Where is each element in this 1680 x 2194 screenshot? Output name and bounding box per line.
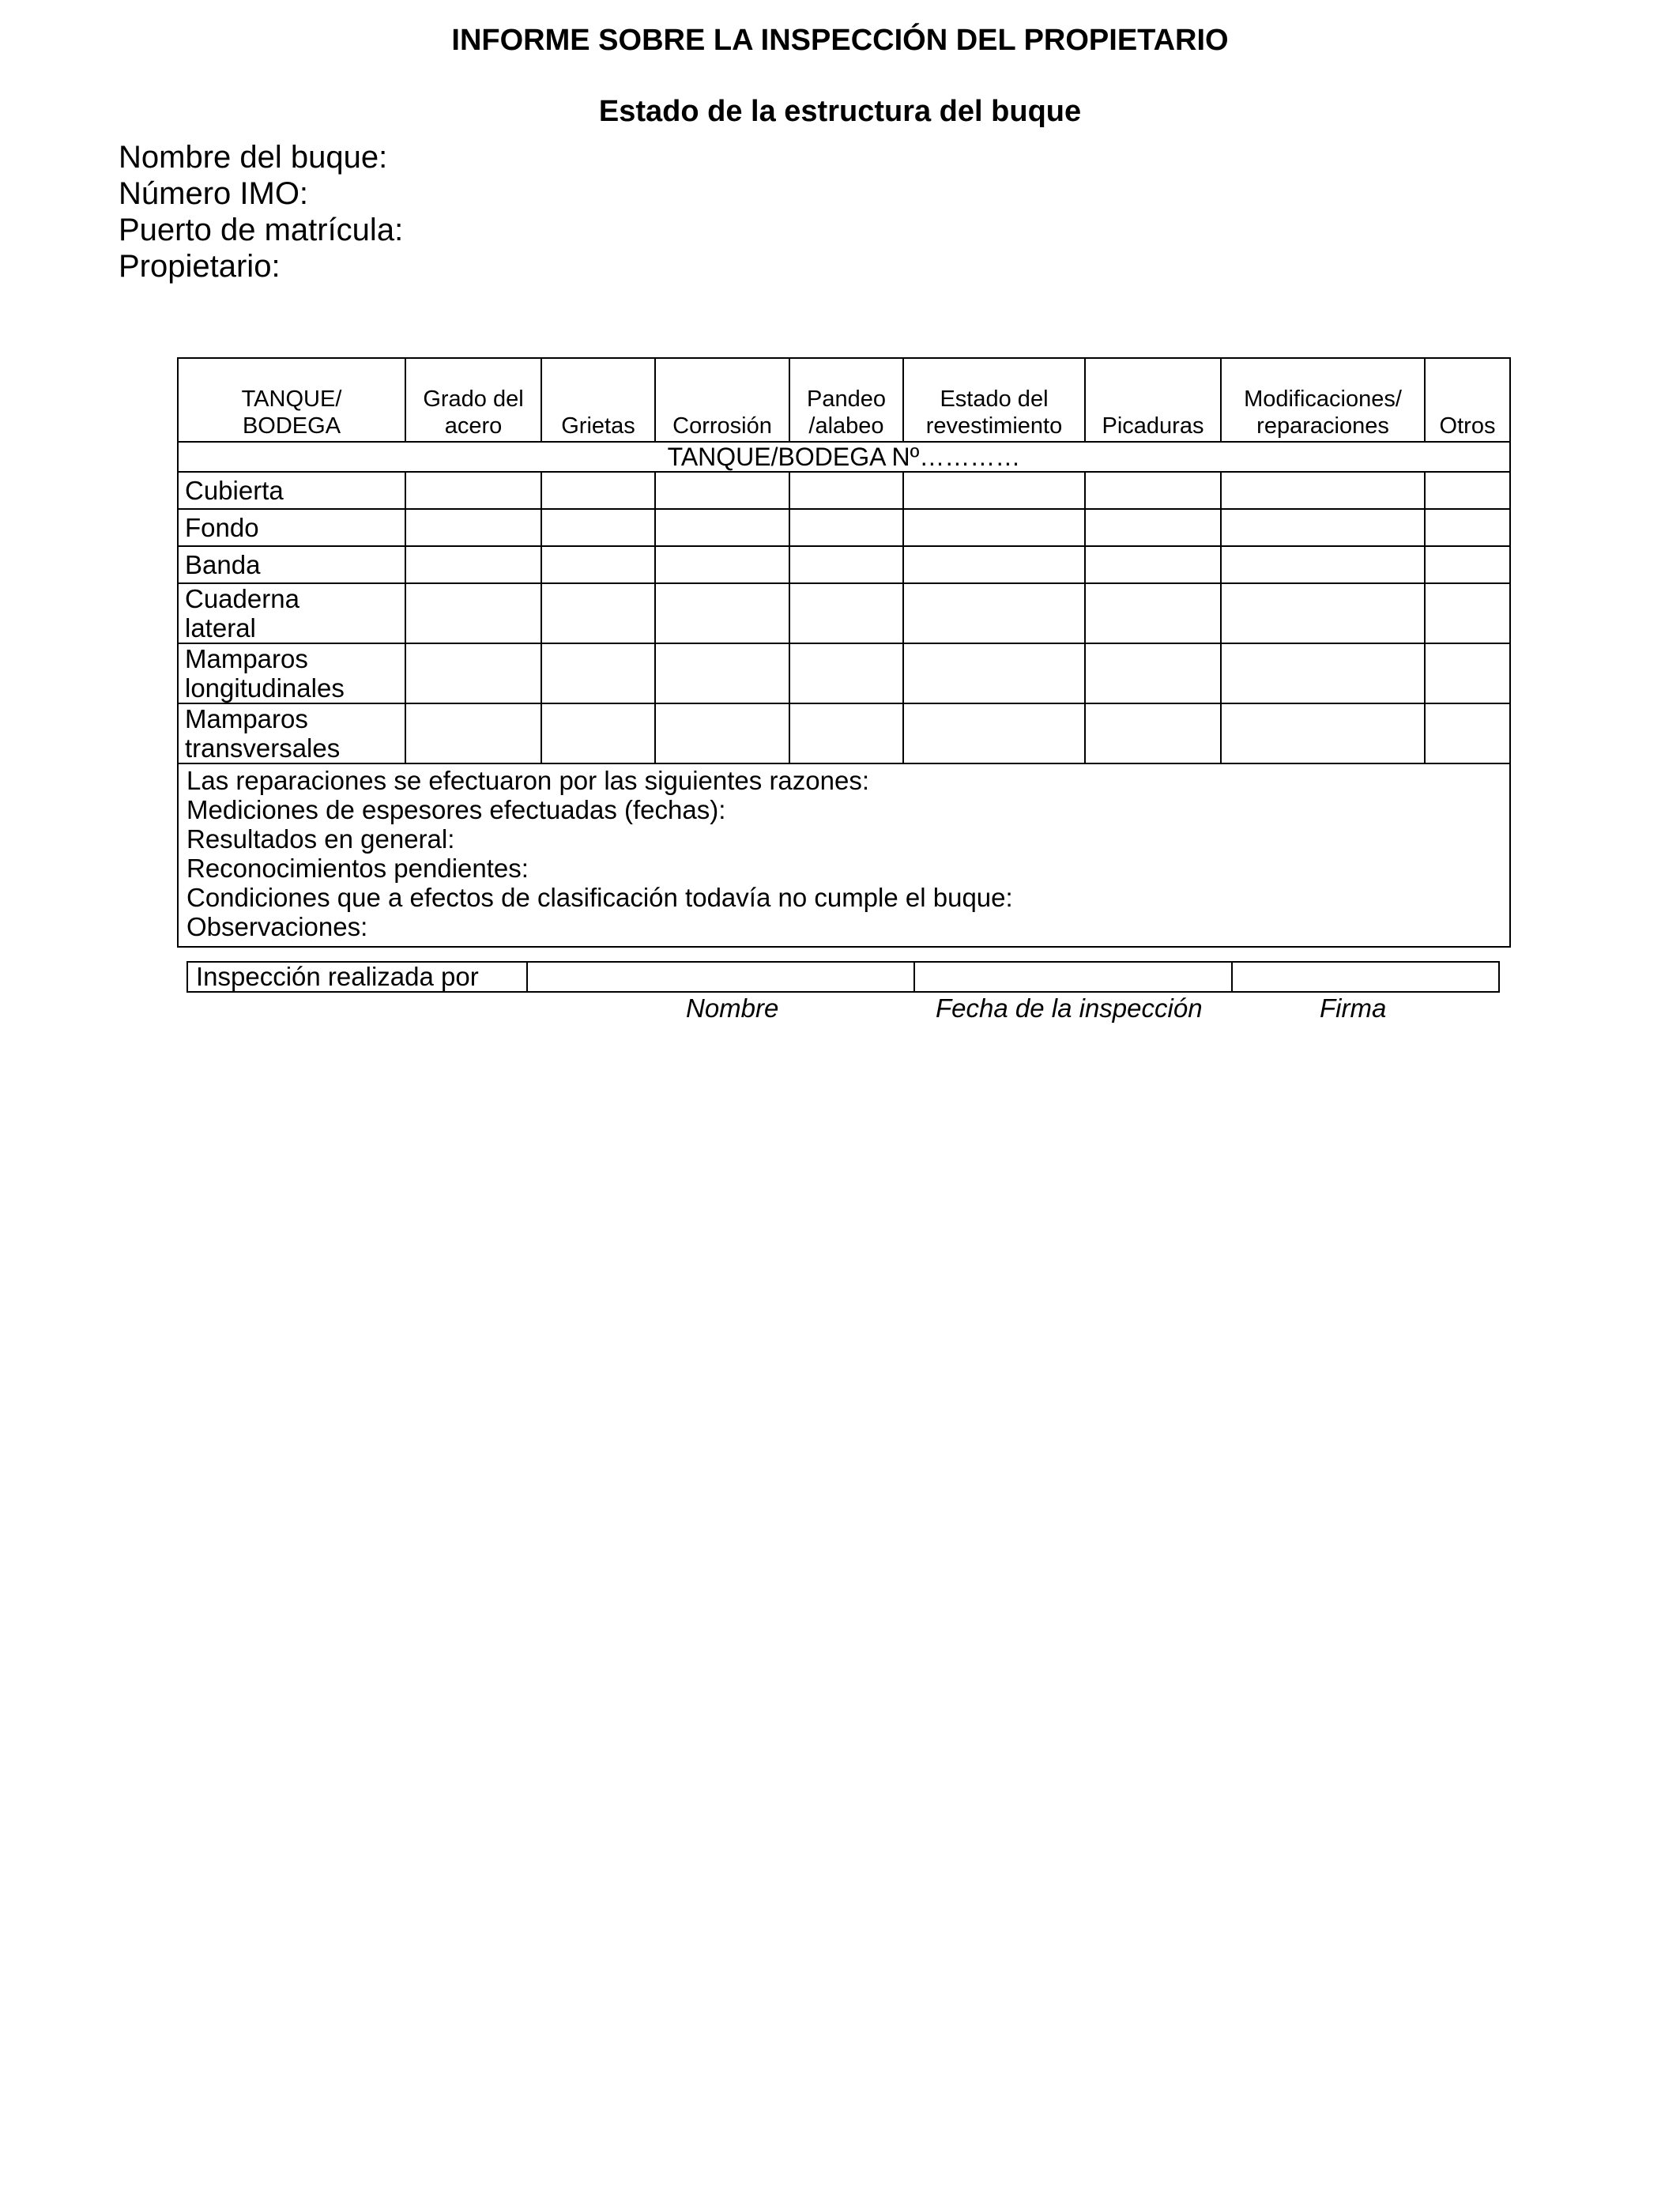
tank-number-row — [178, 442, 1510, 472]
table-cell[interactable] — [1425, 703, 1510, 763]
table-cell[interactable] — [655, 546, 789, 583]
tank-number-label: TANQUE/BODEGA Nº………… — [178, 442, 1510, 472]
table-cell[interactable] — [405, 546, 541, 583]
signature-row — [187, 962, 1499, 992]
table-cell[interactable] — [903, 546, 1085, 583]
table-cell[interactable] — [405, 509, 541, 546]
table-row — [178, 643, 1510, 703]
row-label: Mamparos transversales — [178, 703, 405, 763]
table-cell[interactable] — [903, 509, 1085, 546]
row-label: Mamparos longitudinales — [178, 643, 405, 703]
signature-field[interactable] — [1232, 962, 1499, 992]
table-cell[interactable] — [789, 643, 903, 703]
header-steel-grade: Grado del acero — [405, 358, 541, 442]
header-tank-hold: TANQUE/ BODEGA — [178, 358, 405, 442]
table-cell[interactable] — [541, 583, 655, 643]
table-cell[interactable] — [405, 583, 541, 643]
table-cell[interactable] — [405, 643, 541, 703]
table-row — [178, 509, 1510, 546]
table-cell[interactable] — [903, 472, 1085, 509]
ship-name-label: Nombre del buque: — [119, 140, 388, 175]
table-cell[interactable] — [1221, 583, 1425, 643]
inspection-date-field[interactable] — [914, 962, 1232, 992]
table-cell[interactable] — [655, 643, 789, 703]
header-others: Otros — [1425, 358, 1510, 442]
ship-info-block — [119, 139, 403, 285]
table-cell[interactable] — [1425, 546, 1510, 583]
header-coating-condition: Estado del revestimiento — [903, 358, 1085, 442]
signature-table — [186, 961, 1500, 993]
header-pitting: Picaduras — [1085, 358, 1221, 442]
table-cell[interactable] — [655, 472, 789, 509]
table-cell[interactable] — [1221, 472, 1425, 509]
table-cell[interactable] — [1425, 583, 1510, 643]
class-conditions-label: Condiciones que a efectos de clasificación todavía no cumple el buque: — [186, 883, 1013, 912]
thickness-measurements-label: Mediciones de espesores efectuadas (fechas): — [186, 795, 726, 824]
general-results-label: Resultados en general: — [186, 824, 455, 854]
row-label: Fondo — [178, 509, 405, 546]
inspector-name-field[interactable] — [527, 962, 914, 992]
table-cell[interactable] — [789, 546, 903, 583]
table-row — [178, 472, 1510, 509]
row-label: Cuaderna lateral — [178, 583, 405, 643]
table-cell[interactable] — [789, 703, 903, 763]
table-header-row — [178, 358, 1510, 442]
table-cell[interactable] — [1085, 703, 1221, 763]
table-cell[interactable] — [903, 703, 1085, 763]
document-title: INFORME SOBRE LA INSPECCIÓN DEL PROPIETARIO — [451, 24, 1229, 57]
inspected-by-label: Inspección realizada por — [187, 962, 527, 992]
row-label: Banda — [178, 546, 405, 583]
table-cell[interactable] — [1085, 509, 1221, 546]
table-cell[interactable] — [541, 509, 655, 546]
table-cell[interactable] — [1425, 509, 1510, 546]
table-cell[interactable] — [1425, 472, 1510, 509]
table-cell[interactable] — [789, 583, 903, 643]
observations-label: Observaciones: — [186, 912, 368, 941]
table-cell[interactable] — [1425, 643, 1510, 703]
header-corrosion: Corrosión — [655, 358, 789, 442]
header-buckling: Pandeo /alabeo — [789, 358, 903, 442]
table-cell[interactable] — [1085, 546, 1221, 583]
name-caption: Nombre — [686, 993, 779, 1023]
port-of-registry-label: Puerto de matrícula: — [119, 213, 404, 247]
table-cell[interactable] — [541, 643, 655, 703]
owner-label: Propietario: — [119, 249, 281, 284]
table-cell[interactable] — [789, 472, 903, 509]
header-modifications: Modificaciones/ reparaciones — [1221, 358, 1425, 442]
table-cell[interactable] — [1085, 583, 1221, 643]
table-cell[interactable] — [1221, 509, 1425, 546]
table-cell[interactable] — [655, 583, 789, 643]
table-row — [178, 546, 1510, 583]
pending-surveys-label: Reconocimientos pendientes: — [186, 854, 529, 883]
table-cell[interactable] — [541, 703, 655, 763]
table-cell[interactable] — [655, 509, 789, 546]
table-cell[interactable] — [405, 703, 541, 763]
table-cell[interactable] — [1221, 703, 1425, 763]
date-caption: Fecha de la inspección — [936, 993, 1203, 1023]
table-cell[interactable] — [541, 546, 655, 583]
table-row — [178, 583, 1510, 643]
table-cell[interactable] — [1221, 546, 1425, 583]
table-cell[interactable] — [789, 509, 903, 546]
table-cell[interactable] — [405, 472, 541, 509]
table-cell[interactable] — [1085, 643, 1221, 703]
repair-reasons-label: Las reparaciones se efectuaron por las siguientes razones: — [186, 766, 870, 795]
row-label: Cubierta — [178, 472, 405, 509]
signature-caption: Firma — [1320, 993, 1387, 1023]
table-cell[interactable] — [541, 472, 655, 509]
table-cell[interactable] — [1221, 643, 1425, 703]
inspection-table — [177, 357, 1511, 948]
imo-number-label: Número IMO: — [119, 176, 309, 211]
document-subtitle: Estado de la estructura del buque — [598, 95, 1082, 128]
header-cracks: Grietas — [541, 358, 655, 442]
notes-cell[interactable] — [178, 763, 1510, 947]
notes-row — [178, 763, 1510, 947]
table-cell[interactable] — [903, 643, 1085, 703]
table-cell[interactable] — [655, 703, 789, 763]
table-cell[interactable] — [903, 583, 1085, 643]
table-cell[interactable] — [1085, 472, 1221, 509]
table-row — [178, 703, 1510, 763]
